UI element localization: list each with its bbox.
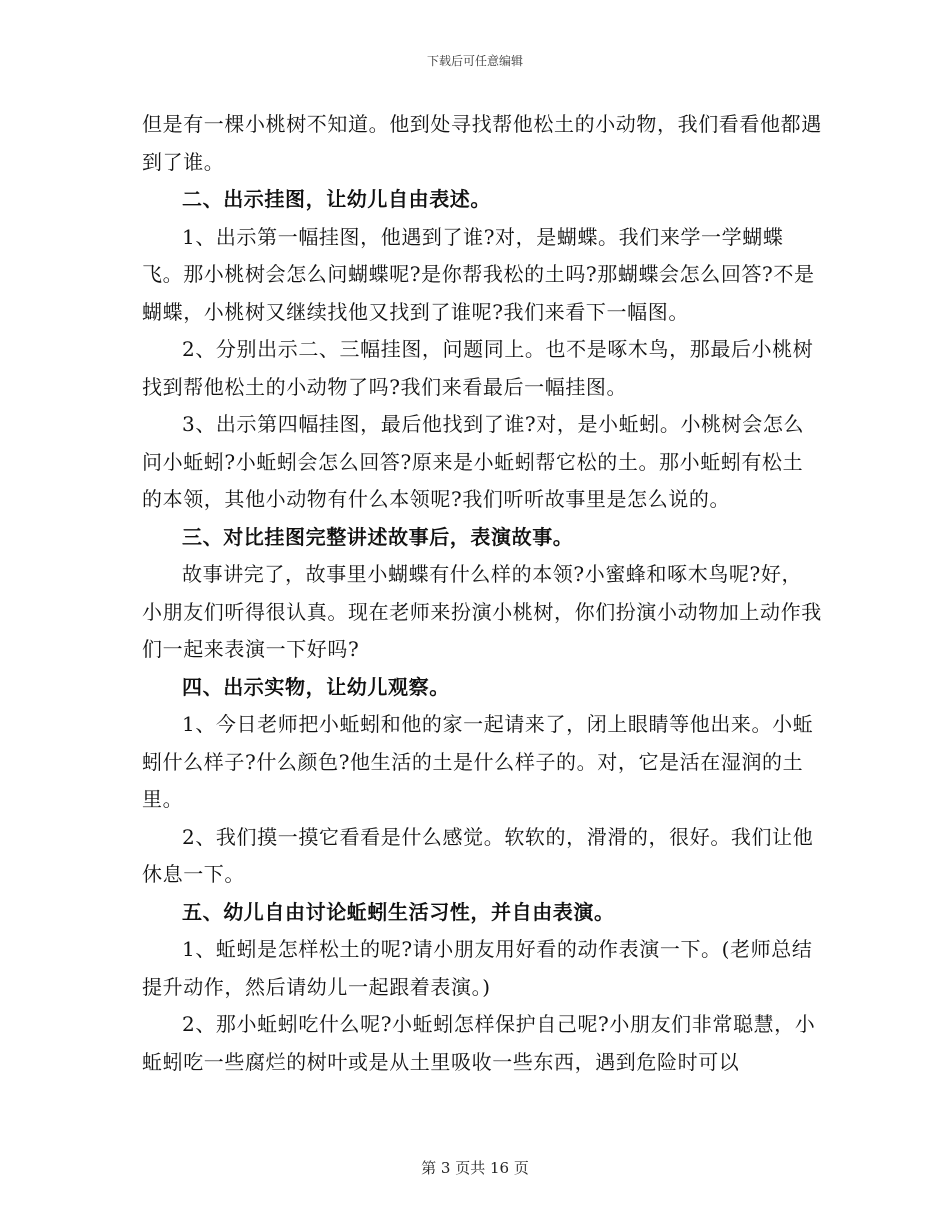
body-paragraph: 1、出示第一幅挂图，他遇到了谁?对，是蝴蝶。我们来学一学蝴蝶飞。那小桃树会怎么问蝴蝶呢?是你帮我松的土吗?那蝴蝶会怎么回答?不是蝴蝶，小桃树又继续找他又找到了谁呢?我们来看下一幅图。 (142, 224, 815, 324)
body-paragraph: 3、出示第四幅挂图，最后他找到了谁?对，是小蚯蚓。小桃树会怎么问小蚯蚓?小蚯蚓会怎么回答?原来是小蚯蚓帮它松的土。那小蚯蚓有松土的本领，其他小动物有什么本领呢?我们听听故事里是怎么说的。 (142, 412, 805, 511)
body-paragraph: 1、今日老师把小蚯蚓和他的家一起请来了，闭上眼睛等他出来。小蚯蚓什么样子?什么颜色?他生活的土是什么样子的。对，它是活在湿润的土里。 (142, 712, 814, 811)
document-body (142, 106, 822, 1081)
body-paragraph: 但是有一棵小桃树不知道。他到处寻找帮他松土的小动物，我们看看他都遇到了谁。 (142, 112, 822, 174)
section-heading-2: 二、出示挂图，让幼儿自由表述。 (182, 187, 491, 211)
page-footer: 第 3 页共 16 页 (421, 1159, 529, 1177)
section-heading-5: 五、幼儿自由讨论蚯蚓生活习性，并自由表演。 (182, 899, 615, 924)
body-paragraph: 2、我们摸一摸它看看是什么感觉。软软的，滑滑的，很好。我们让他休息一下。 (142, 824, 814, 886)
body-paragraph: 2、那小蚯蚓吃什么呢?小蚯蚓怎样保护自己呢?小朋友们非常聪慧，小蚯蚓吃一些腐烂的树叶或是从土里吸收一些东西，遇到危险时可以 (142, 1012, 816, 1074)
body-paragraph: 1、蚯蚓是怎样松土的呢?请小朋友用好看的动作表演一下。(老师总结提升动作，然后请幼儿一起跟着表演。) (142, 937, 813, 999)
body-paragraph: 2、分别出示二、三幅挂图，问题同上。也不是啄木鸟，那最后小桃树找到帮他松土的小动物了吗?我们来看最后一幅挂图。 (142, 337, 814, 399)
section-heading-3: 三、对比挂图完整讲述故事后，表演故事。 (182, 524, 574, 549)
section-heading-4: 四、出示实物，让幼儿观察。 (182, 674, 450, 699)
body-paragraph: 故事讲完了，故事里小蝴蝶有什么样的本领?小蜜蜂和啄木鸟呢?好，小朋友们听得很认真。现在老师来扮演小桃树，你们扮演小动物加上动作我们一起来表演一下好吗? (142, 562, 822, 661)
page-header: 下载后可任意编辑 (426, 54, 523, 68)
